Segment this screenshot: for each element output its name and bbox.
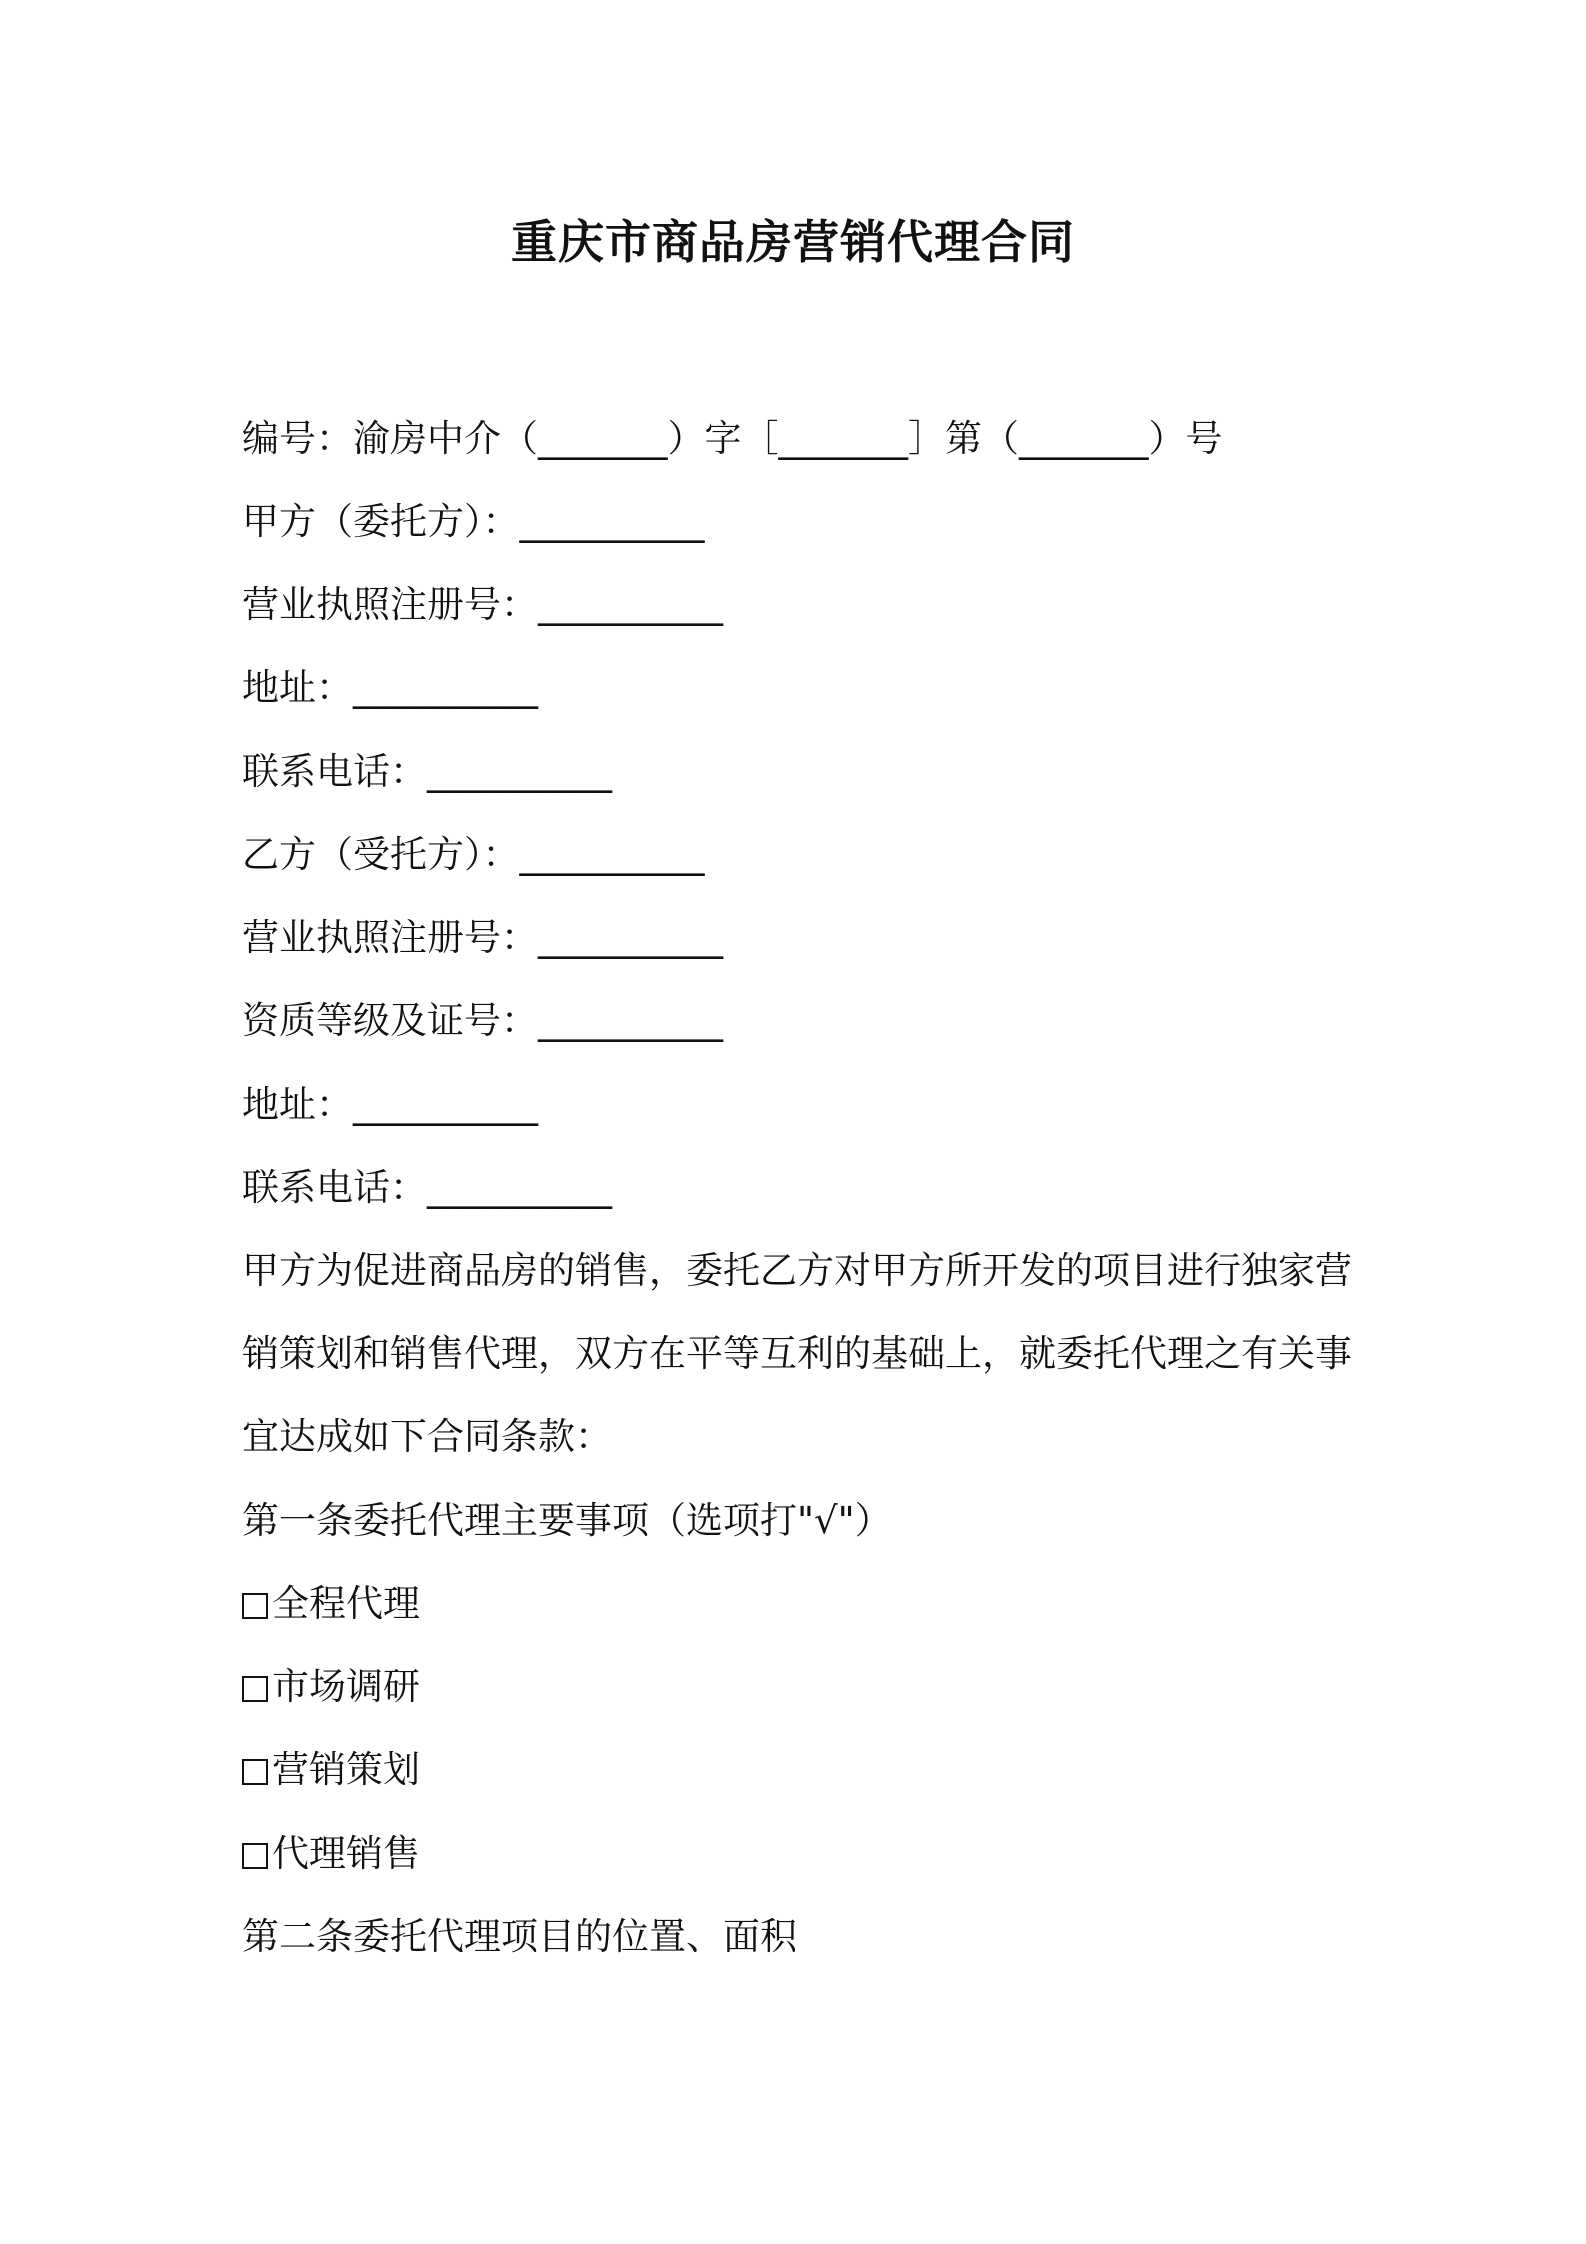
party-b-line: 乙方（受托方）：__________	[242, 833, 705, 876]
option-item	[242, 1745, 420, 1795]
checkbox-icon[interactable]	[242, 1759, 268, 1785]
option-item	[242, 1579, 420, 1629]
party-a-phone-line: 联系电话：__________	[242, 750, 612, 793]
intro-paragraph-line-3: 宜达成如下合同条款：	[242, 1415, 612, 1458]
option-label: 全程代理	[272, 1582, 420, 1625]
checkbox-icon[interactable]	[242, 1843, 268, 1869]
article-1-heading: 第一条委托代理主要事项（选项打"√"）	[242, 1499, 892, 1542]
option-label: 代理销售	[272, 1832, 420, 1875]
party-b-phone-line: 联系电话：__________	[242, 1166, 612, 1209]
party-a-license-line: 营业执照注册号：__________	[242, 583, 723, 626]
party-b-license-line: 营业执照注册号：__________	[242, 916, 723, 959]
document-title: 重庆市商品房营销代理合同	[511, 215, 1075, 269]
article-2-heading: 第二条委托代理项目的位置、面积	[242, 1915, 797, 1958]
option-item	[242, 1662, 420, 1712]
option-item	[242, 1829, 420, 1879]
option-label: 营销策划	[272, 1748, 420, 1791]
contract-number-line: 编号：渝房中介（_______）字［_______］第（_______）号	[242, 417, 1223, 460]
party-b-address-line: 地址：__________	[242, 1083, 538, 1126]
party-a-line: 甲方（委托方）：__________	[242, 500, 705, 543]
party-a-address-line: 地址：__________	[242, 666, 538, 709]
party-b-qualification-line: 资质等级及证号：__________	[242, 999, 723, 1042]
intro-paragraph-line-1: 甲方为促进商品房的销售，委托乙方对甲方所开发的项目进行独家营	[242, 1249, 1352, 1292]
option-label: 市场调研	[272, 1665, 420, 1708]
checkbox-icon[interactable]	[242, 1676, 268, 1702]
checkbox-icon[interactable]	[242, 1593, 268, 1619]
intro-paragraph-line-2: 销策划和销售代理，双方在平等互利的基础上，就委托代理之有关事	[242, 1332, 1352, 1375]
